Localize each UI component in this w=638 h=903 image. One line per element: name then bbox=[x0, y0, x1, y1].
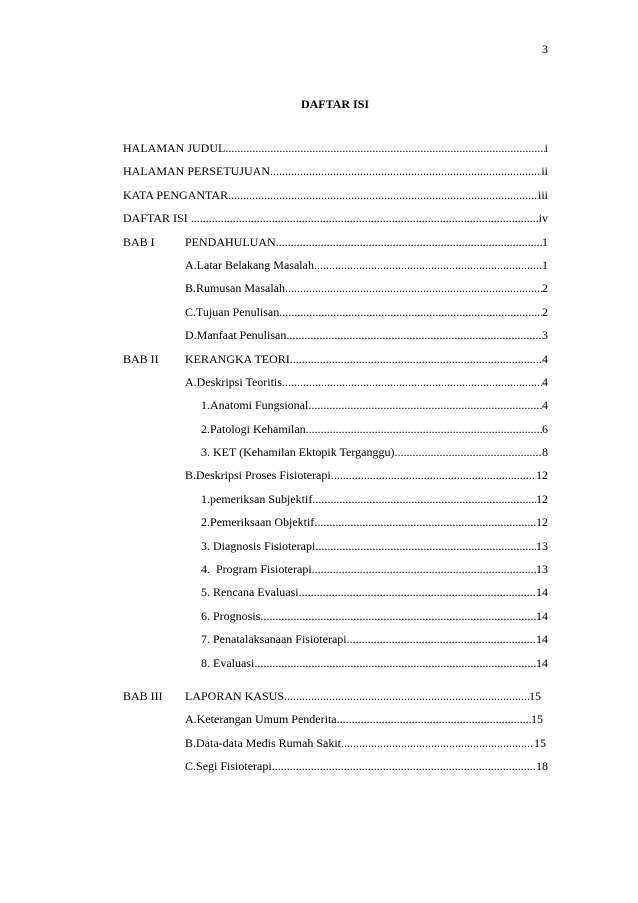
toc-leader bbox=[286, 324, 542, 347]
toc-entry bbox=[123, 207, 548, 230]
toc-page: 15 bbox=[534, 735, 546, 750]
toc-entry-label: Latar Belakang Masalah bbox=[196, 257, 314, 272]
toc-leader bbox=[347, 628, 536, 651]
toc-section-letter: B. bbox=[185, 735, 197, 750]
toc-section bbox=[123, 277, 548, 300]
toc-page: 2 bbox=[542, 281, 548, 296]
toc-entry-label: Tujuan Penulisan bbox=[196, 304, 280, 319]
toc-chapter-number: BAB II bbox=[123, 351, 159, 366]
toc-page: iv bbox=[538, 211, 548, 226]
toc-subsection bbox=[123, 652, 548, 675]
toc-page: i bbox=[544, 141, 548, 155]
toc-leader bbox=[341, 732, 534, 755]
page-title: DAFTAR ISI bbox=[300, 97, 370, 111]
toc-chapter bbox=[123, 231, 548, 254]
toc-leader bbox=[285, 277, 542, 300]
toc-leader bbox=[284, 685, 529, 708]
toc-section-letter: A. bbox=[185, 374, 197, 389]
toc-leader bbox=[279, 301, 542, 324]
toc-entry-label: 6. Prognosis bbox=[201, 608, 261, 623]
toc-entry-label: 8. Evaluasi bbox=[201, 655, 255, 670]
toc-page: 4 bbox=[542, 398, 548, 413]
toc-leader bbox=[272, 755, 536, 778]
toc-entry-label: Keterangan Umum Penderita bbox=[196, 712, 337, 727]
toc-entry-label: Deskripsi Teoritis bbox=[196, 374, 282, 389]
toc-section bbox=[123, 254, 548, 277]
toc-page: 18 bbox=[536, 759, 548, 774]
toc-entry-label: 5. Rencana Evaluasi bbox=[201, 585, 299, 600]
toc-entry-label: LAPORAN KASUS bbox=[185, 688, 285, 703]
toc-leader bbox=[312, 488, 536, 511]
toc-section bbox=[123, 371, 548, 394]
toc-section bbox=[123, 301, 548, 324]
toc-entry-label: 2.Pemeriksaan Objektif bbox=[201, 515, 315, 530]
toc-entry-label: 3. KET (Kehamilan Ektopik Terganggu) bbox=[201, 445, 395, 460]
toc-chapter bbox=[123, 348, 548, 371]
toc-entry-label: Rumusan Masalah bbox=[196, 281, 286, 296]
toc-page: 12 bbox=[536, 515, 548, 530]
toc-leader bbox=[282, 371, 542, 394]
toc-leader bbox=[337, 708, 531, 731]
toc-section bbox=[123, 755, 548, 778]
toc-leader bbox=[254, 652, 536, 675]
toc-page: iii bbox=[537, 187, 548, 202]
toc-page: 15 bbox=[529, 688, 541, 703]
toc-page: 4 bbox=[542, 374, 548, 389]
toc-subsection bbox=[123, 628, 548, 651]
toc-subsection bbox=[123, 535, 548, 558]
toc-page: 4 bbox=[542, 351, 548, 366]
page-number: 3 bbox=[542, 42, 548, 56]
toc-entry-label: Deskripsi Proses Fisioterapi bbox=[196, 468, 331, 483]
toc-leader bbox=[394, 441, 542, 464]
toc-entry-label: 1.pemeriksan Subjektif bbox=[201, 491, 313, 506]
toc-entry-label: Data-data Medis Rumah Sakit bbox=[196, 735, 341, 750]
toc-entry bbox=[123, 184, 548, 207]
toc-section-letter: B. bbox=[185, 468, 197, 483]
toc-page: 6 bbox=[542, 421, 548, 436]
toc-subsection bbox=[123, 511, 548, 534]
toc-subsection bbox=[123, 558, 548, 581]
toc-subsection bbox=[123, 418, 548, 441]
toc-leader bbox=[314, 511, 536, 534]
toc-leader bbox=[260, 605, 536, 628]
toc-section-letter: B. bbox=[185, 281, 197, 296]
toc-section-letter: A. bbox=[185, 257, 197, 272]
toc-page: 14 bbox=[536, 655, 548, 670]
toc-entry-label: 7. Penatalaksanaan Fisioterapi bbox=[201, 632, 347, 647]
toc-leader bbox=[314, 254, 542, 277]
toc-page: 3 bbox=[542, 328, 548, 343]
toc-entry-label: HALAMAN PERSETUJUAN bbox=[123, 164, 271, 179]
toc-entry-label: PENDAHULUAN bbox=[185, 234, 276, 249]
toc-chapter-number: BAB III bbox=[123, 688, 163, 703]
toc-subsection bbox=[123, 394, 548, 417]
table-of-contents bbox=[123, 137, 548, 779]
toc-section bbox=[123, 708, 543, 731]
toc-leader bbox=[276, 231, 542, 254]
toc-entry-label: Segi Fisioterapi bbox=[196, 759, 272, 774]
toc-subsection bbox=[123, 581, 548, 604]
toc-leader bbox=[228, 184, 538, 207]
toc-chapter-number: BAB I bbox=[123, 234, 155, 249]
toc-page: 14 bbox=[536, 585, 548, 600]
toc-chapter bbox=[123, 685, 541, 708]
toc-page: 2 bbox=[542, 304, 548, 319]
toc-entry-label: 3. Diagnosis Fisioterapi bbox=[201, 538, 316, 553]
toc-page: 12 bbox=[536, 491, 548, 506]
toc-leader bbox=[331, 464, 536, 487]
toc-entry-label: 4. Program Fisioterapi bbox=[201, 562, 312, 577]
toc-leader bbox=[308, 394, 542, 417]
toc-leader bbox=[191, 207, 539, 230]
toc-entry-label: Manfaat Penulisan bbox=[196, 328, 287, 343]
toc-section-letter: C. bbox=[185, 759, 197, 774]
toc-leader bbox=[299, 581, 536, 604]
toc-section bbox=[123, 732, 546, 755]
toc-page: 1 bbox=[542, 257, 548, 272]
toc-page: ii bbox=[541, 164, 548, 179]
toc-leader bbox=[270, 160, 541, 183]
toc-entry-label: KERANGKA TEORI bbox=[185, 351, 290, 366]
toc-leader bbox=[315, 535, 536, 558]
toc-entry-label: KATA PENGANTAR bbox=[123, 187, 229, 202]
toc-section-letter: A. bbox=[185, 712, 197, 727]
toc-page: 13 bbox=[536, 538, 548, 553]
toc-section-letter: D. bbox=[185, 328, 197, 343]
toc-entry-label: 1.Anatomi Fungsional bbox=[201, 398, 309, 413]
toc-page: 1 bbox=[542, 234, 548, 249]
toc-leader bbox=[290, 348, 542, 371]
toc-section bbox=[123, 324, 548, 347]
toc-subsection bbox=[123, 441, 548, 464]
toc-section-letter: C. bbox=[185, 304, 197, 319]
toc-entry-label: 2.Patologi Kehamilan bbox=[201, 421, 306, 436]
toc-page: 13 bbox=[536, 562, 548, 577]
toc-entry bbox=[123, 160, 548, 183]
toc-leader bbox=[225, 137, 544, 160]
toc-leader bbox=[306, 418, 542, 441]
toc-page: 12 bbox=[536, 468, 548, 483]
toc-page: 14 bbox=[536, 632, 548, 647]
toc-subsection bbox=[123, 605, 548, 628]
toc-page: 8 bbox=[542, 445, 548, 460]
toc-section bbox=[123, 464, 548, 487]
toc-entry-label: HALAMAN JUDUL bbox=[123, 141, 226, 155]
toc-page: 14 bbox=[536, 608, 548, 623]
toc-entry bbox=[123, 137, 548, 160]
toc-entry-label: DAFTAR ISI bbox=[123, 211, 191, 226]
toc-page: 15 bbox=[531, 712, 543, 727]
toc-subsection bbox=[123, 488, 548, 511]
toc-leader bbox=[312, 558, 536, 581]
